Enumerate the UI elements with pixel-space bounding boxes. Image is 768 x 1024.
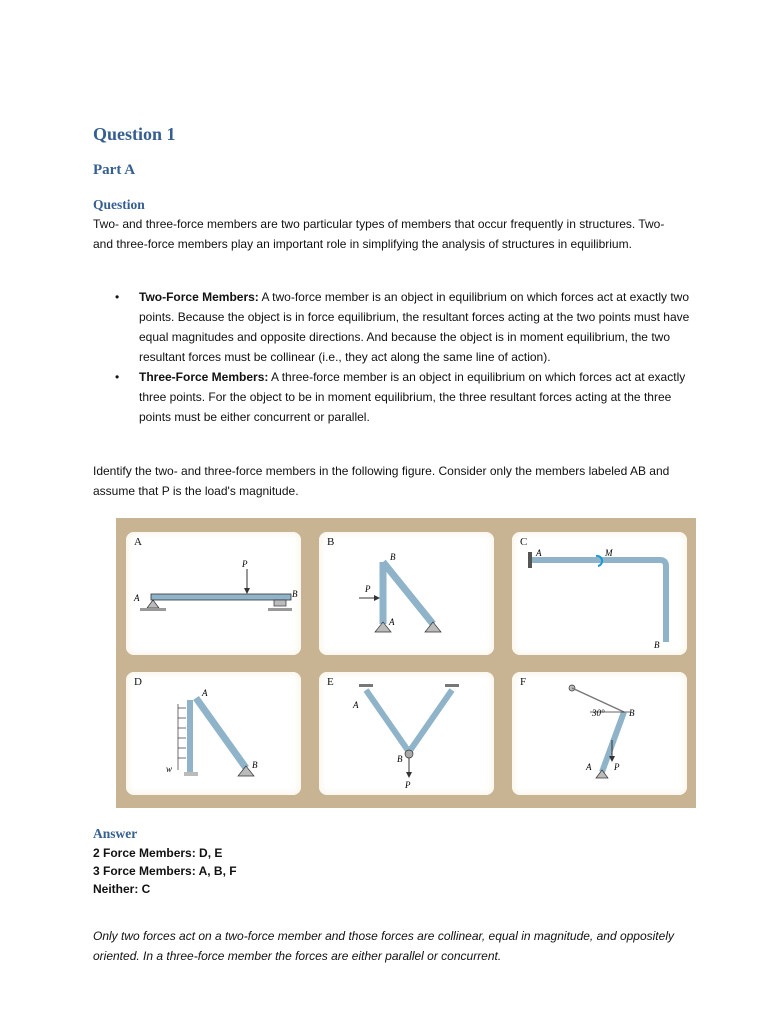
- point-b-label: B: [654, 640, 660, 650]
- panel-label: C: [520, 536, 528, 548]
- ground: [184, 772, 198, 776]
- point-b-label: B: [629, 708, 635, 718]
- panel-label: B: [327, 536, 335, 548]
- distributed-load: [178, 704, 186, 770]
- member-ab: [602, 712, 624, 772]
- panel-f: [512, 672, 687, 795]
- answer-line: 3 Force Members: A, B, F: [93, 864, 237, 878]
- answer-line: Neither: C: [93, 882, 151, 896]
- ceiling: [359, 684, 373, 687]
- panel-a: [126, 532, 301, 655]
- member-ab: [532, 560, 666, 642]
- part-title: Part A: [93, 162, 136, 178]
- member-brace: [383, 562, 433, 624]
- answer-label: Answer: [93, 826, 138, 841]
- point-b-label: B: [292, 589, 298, 599]
- panel-a-diagram: [126, 532, 301, 655]
- angle-label: 30°: [592, 708, 605, 718]
- panel-d: [126, 672, 301, 795]
- answer-line: 2 Force Members: D, E: [93, 846, 223, 860]
- load-label: P: [405, 780, 411, 790]
- bullet-term: Two-Force Members:: [139, 290, 259, 304]
- ground: [140, 608, 166, 611]
- intro-paragraph: Two- and three-force members are two particular types of members that occur frequently in structures. Two- and three-force members play an important role in simplifying the analysis of structures in equilibrium.: [93, 217, 665, 251]
- ground: [268, 608, 292, 611]
- panel-label: D: [134, 676, 142, 688]
- member-ab: [366, 690, 409, 752]
- force-members-figure: [116, 518, 696, 808]
- answers-block: [93, 844, 237, 898]
- member-ab: [196, 698, 246, 768]
- wall: [528, 552, 532, 568]
- question-label: Question: [93, 197, 145, 212]
- bullet-list: [93, 287, 693, 427]
- load-label: P: [365, 584, 371, 594]
- beam: [151, 594, 291, 600]
- panel-c-diagram: [512, 532, 687, 655]
- load-label: P: [614, 762, 620, 772]
- panel-label: F: [520, 676, 527, 688]
- arrowhead-icon: [406, 772, 412, 778]
- point-a-label: A: [134, 593, 140, 603]
- load-label: P: [242, 559, 248, 569]
- bullet-text: A three-force member is an object in equilibrium on which forces act at exactly three points. For the object to be in moment equilibrium, the three resultant forces acting at the three points must be either concurrent or parallel.: [139, 370, 686, 424]
- identify-paragraph: Identify the two- and three-force members in the following figure. Consider only the members labeled AB and assume that P is the load's magnitude.: [93, 464, 670, 498]
- list-item: [93, 287, 693, 367]
- panel-label: A: [134, 536, 142, 548]
- explanation-note: Only two forces act on a two-force member and those forces are collinear, equal in magnitude, and oppositely oriented. In a three-force member the forces are either parallel or concurrent.: [93, 929, 674, 963]
- moment-label: M: [605, 548, 613, 558]
- panel-c: [512, 532, 687, 655]
- point-b-label: B: [390, 552, 396, 562]
- point-a-label: A: [536, 548, 542, 558]
- distributed-load-label: w: [166, 764, 173, 774]
- point-a-label: A: [586, 762, 592, 772]
- panel-b: [319, 532, 494, 655]
- member-brace: [409, 690, 452, 752]
- panel-label: E: [327, 676, 334, 688]
- ceiling: [445, 684, 459, 687]
- panel-b-diagram: [319, 532, 494, 655]
- point-a-label: A: [353, 700, 359, 710]
- bullet-text: A two-force member is an object in equilibrium on which forces act at exactly two points. Because the object is in force equilibrium, the resultant forces acting at the two points must have equal magnitudes and opposite directions. And because the object is in moment equilibrium, the two resultant forces must be collinear (i.e., they act along the same line of action).: [139, 290, 690, 364]
- panel-f-diagram: [512, 672, 687, 795]
- list-item: [93, 367, 693, 427]
- point-a-label: A: [202, 688, 208, 698]
- bullet-icon: •: [115, 290, 120, 304]
- point-a-label: A: [389, 617, 395, 627]
- panel-d-diagram: [126, 672, 301, 795]
- panel-e: [319, 672, 494, 795]
- arrowhead-icon: [244, 588, 250, 594]
- point-b-label: B: [252, 760, 258, 770]
- pin-support: [596, 770, 608, 778]
- roller-support: [274, 600, 286, 606]
- bullet-icon: •: [115, 370, 120, 384]
- joint: [405, 750, 413, 758]
- arrowhead-icon: [374, 595, 380, 601]
- pin-support: [425, 622, 441, 632]
- pin-support: [147, 600, 159, 608]
- point-b-label: B: [397, 754, 403, 764]
- panel-e-diagram: [319, 672, 494, 795]
- bullet-term: Three-Force Members:: [139, 370, 269, 384]
- question-title: Question 1: [93, 124, 176, 144]
